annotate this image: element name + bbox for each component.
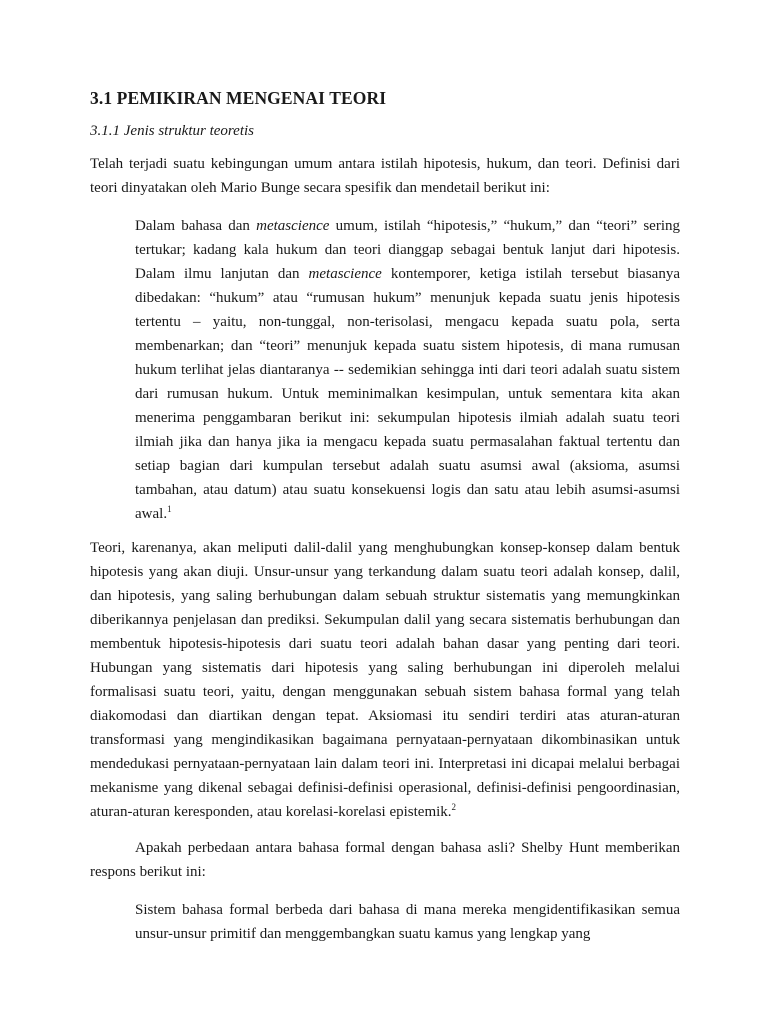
footnote-marker: 2: [451, 802, 457, 812]
quote-text: kontemporer, ketiga istilah tersebut biasanya dibedakan: “hukum” atau “rumusan hukum” menunjuk kepada suatu jenis hipotesis tertentu – yaitu, non-tunggal, non-terisolasi, mengacu kepada suatu pola, serta membenarkan; dan “teori” menunjuk kepada suatu sistem hipotesis, di mana rumusan hukum terlihat jelas diantaranya -- sedemikian sehingga inti dari teori adalah suatu sistem dari rumusan hukum. Untuk meminimalkan kesimpulan, untuk sementara kita akan menerima penggambaran berikut ini: sekumpulan hipotesis ilmiah adalah suatu teori ilmiah jika dan hanya jika ia mengacu kepada suatu permasalahan faktual tertentu dan setiap bagian dari kumpulan tersebut adalah suatu asumsi awal (aksioma, asumsi tambahan, atau datum) atau suatu konsekuensi logis dan satu atau lebih asumsi-asumsi awal.: [135, 266, 680, 522]
quote-text: Dalam bahasa dan: [135, 218, 257, 234]
section-heading: 3.1 PEMIKIRAN MENGENAI TEORI: [90, 88, 387, 108]
question-paragraph: Apakah perbedaan antara bahasa formal dengan bahasa asli? Shelby Hunt memberikan respons berikut ini:: [90, 840, 680, 880]
footnote-marker: 1: [167, 504, 172, 514]
subsection-heading: 3.1.1 Jenis struktur teoretis: [90, 123, 255, 139]
block-quote-bunge: [135, 214, 680, 526]
intro-paragraph: Telah terjadi suatu kebingungan umum antara istilah hipotesis, hukum, dan teori. Definisi dari teori dinyatakan oleh Mario Bunge secara spesifik dan mendetail berikut ini:: [90, 156, 680, 196]
quote-text: umum, istilah “hipotesis,” “hukum,” dan “teori” sering tertukar; kadang kala hukum dan teori dianggap sebagai bentuk lanjut dari hipotesis. Dalam ilmu lanjutan dan: [135, 218, 680, 282]
quote-emphasis: metascience: [256, 218, 330, 234]
body-paragraph: [90, 536, 680, 824]
quote-emphasis: metascience: [308, 266, 382, 282]
block-quote-hunt: Sistem bahasa formal berbeda dari bahasa di mana mereka mengidentifikasikan semua unsur-unsur primitif dan menggembangkan suatu kamus yang lengkap yang: [135, 902, 680, 942]
body-text: Teori, karenanya, akan meliputi dalil-dalil yang menghubungkan konsep-konsep dalam bentuk hipotesis yang akan diuji. Unsur-unsur yang terkandung dalam suatu teori adalah konsep, dalil, dan hipotesis, yang saling berhubungan dalam sebuah struktur sistematis yang memungkinkan diberikannya penjelasan dan prediksi. Sekumpulan dalil yang secara sistematis berhubungan dan membentuk hipotesis-hipotesis dari suatu teori adalah bahan dasar yang penting dari teori. Hubungan yang sistematis dari hipotesis yang saling berhubungan ini diperoleh melalui formalisasi suatu teori, yaitu, dengan menggunakan sebuah sistem bahasa formal yang telah diakomodasi dan diartikan dengan tepat. Aksiomasi itu sendiri terdiri atas aturan-aturan transformasi yang mengindikasikan bagaimana pernyataan-pernyataan dikombinasikan untuk mendedukasi pernyataan-pernyataan lain dalam teori ini. Interpretasi ini dicapai melalui berbagai mekanisme yang dikenal sebagai definisi-definisi operasional, definisi-definisi pengoordinasian, aturan-aturan keresponden, atau korelasi-korelasi epistemik.: [90, 540, 680, 820]
